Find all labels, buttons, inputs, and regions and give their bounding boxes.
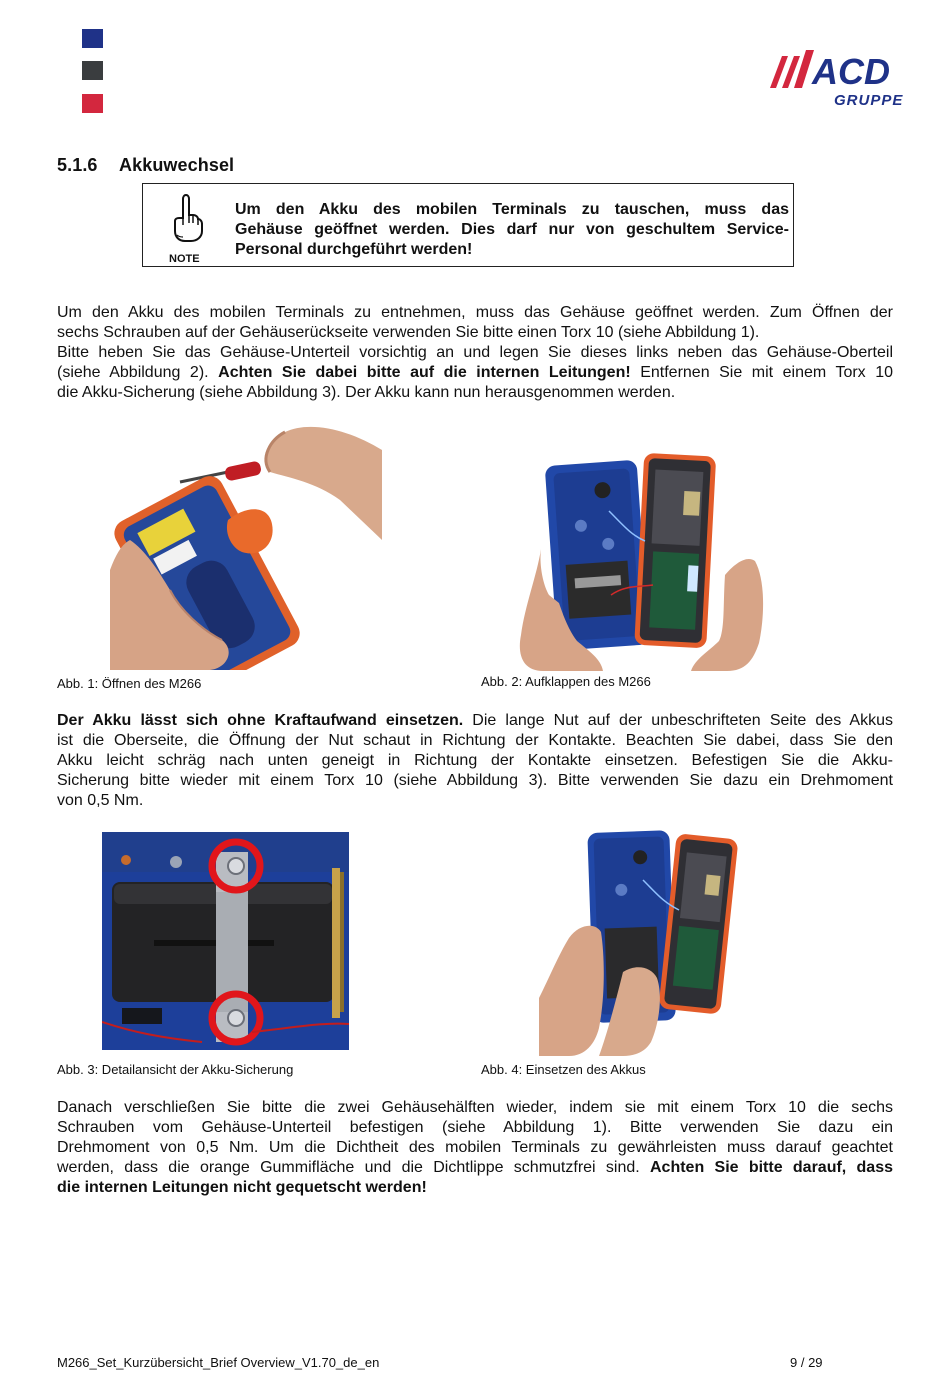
section-heading	[57, 155, 234, 176]
paragraph-opening	[57, 303, 893, 403]
text-line	[57, 711, 893, 731]
text-fragment: (siehe Abbildung 2).	[57, 364, 219, 381]
brand-square-red	[82, 94, 103, 113]
figure-3-caption: Abb. 3: Detailansicht der Akku-Sicherung	[57, 1062, 294, 1077]
text-line: sechs Schrauben auf der Gehäuserückseite verwenden Sie bitte einen Torx 10 (siehe Abbildung 1).	[57, 324, 760, 341]
text-fragment: Die lange Nut auf der unbeschrifteten Seite des Akkus	[463, 712, 893, 729]
brand-square-gray	[82, 61, 103, 80]
footer-document-name: M266_Set_Kurzübersicht_Brief Overview_V1.70_de_en	[57, 1355, 380, 1370]
footer-page-number: 9 / 29	[790, 1355, 823, 1370]
figure-2-image	[513, 445, 765, 671]
text-line	[57, 1178, 893, 1198]
paragraph-closing	[57, 1098, 893, 1198]
pointing-hand-icon	[167, 191, 205, 243]
note-label: NOTE	[169, 253, 200, 265]
figure-2-caption: Abb. 2: Aufklappen des M266	[481, 674, 651, 689]
text-line	[57, 363, 893, 383]
figure-1-image	[110, 420, 382, 670]
section-number: 5.1.6	[57, 155, 98, 175]
warning-text: die internen Leitungen nicht gequetscht werden!	[57, 1179, 427, 1196]
text-line: Sicherung bitte wieder mit einem Torx 10 (siehe Abbildung 3). Bitte verwenden Sie dazu ein Drehmoment	[57, 772, 893, 789]
text-line: Schrauben vom Gehäuse-Unterteil befestigen (siehe Abbildung 1). Bitte verwenden Sie dazu ein	[57, 1119, 893, 1136]
section-title: Akkuwechsel	[119, 155, 235, 175]
text-line: Akku leicht schräg nach unten geneigt in Richtung der Kontakte einsetzen. Befestigen Sie die Akku-	[57, 752, 893, 769]
figure-1-caption: Abb. 1: Öffnen des M266	[57, 676, 202, 691]
text-line: die Akku-Sicherung (siehe Abbildung 3). Der Akku kann nun herausgenommen werden.	[57, 384, 676, 401]
acd-logo	[766, 48, 918, 110]
note-line: Um den Akku des mobilen Terminals zu tauschen, muss das	[235, 201, 789, 218]
note-box	[142, 183, 794, 267]
warning-text: Achten Sie dabei bitte auf die internen Leitungen!	[218, 364, 631, 381]
text-line: Drehmoment von 0,5 Nm. Um die Dichtheit des mobilen Terminals zu gewährleisten muss darauf geachtet	[57, 1139, 893, 1156]
note-text	[235, 200, 789, 260]
text-line	[57, 1158, 893, 1178]
figure-4-caption: Abb. 4: Einsetzen des Akkus	[481, 1062, 646, 1077]
text-fragment: Entfernen Sie mit einem Torx 10	[630, 364, 894, 381]
text-line: Um den Akku des mobilen Terminals zu entnehmen, muss das Gehäuse geöffnet werden. Zum Öffnen der	[57, 304, 893, 321]
logo-sub-text: GRUPPE	[834, 92, 904, 109]
warning-text: Achten Sie bitte darauf, dass	[650, 1159, 894, 1176]
text-line: Danach verschließen Sie bitte die zwei Gehäusehälften wieder, indem sie mit einem Torx 10 die sechs	[57, 1099, 893, 1116]
logo-brand-text: ACD	[812, 51, 890, 92]
paragraph-insert-battery	[57, 711, 893, 811]
text-line: von 0,5 Nm.	[57, 792, 144, 809]
figure-4-image	[539, 828, 739, 1056]
note-line: Personal durchgeführt werden!	[235, 241, 473, 258]
text-fragment: werden, dass die orange Gummifläche und die Dichtlippe schmutzfrei sind.	[57, 1159, 650, 1176]
emphasis-text: Der Akku lässt sich ohne Kraftaufwand einsetzen.	[57, 712, 464, 729]
figure-3-image	[102, 832, 349, 1050]
text-line: ist die Oberseite, die Öffnung der Nut schaut in Richtung der Kontakte. Beachten Sie dabei, dass Sie den	[57, 732, 893, 749]
note-line: Gehäuse geöffnet werden. Dies darf nur von geschultem Service-	[235, 221, 789, 238]
text-line: Bitte heben Sie das Gehäuse-Unterteil vorsichtig an und legen Sie dieses links neben das Gehäuse-Oberteil	[57, 344, 893, 361]
brand-square-blue	[82, 29, 103, 48]
